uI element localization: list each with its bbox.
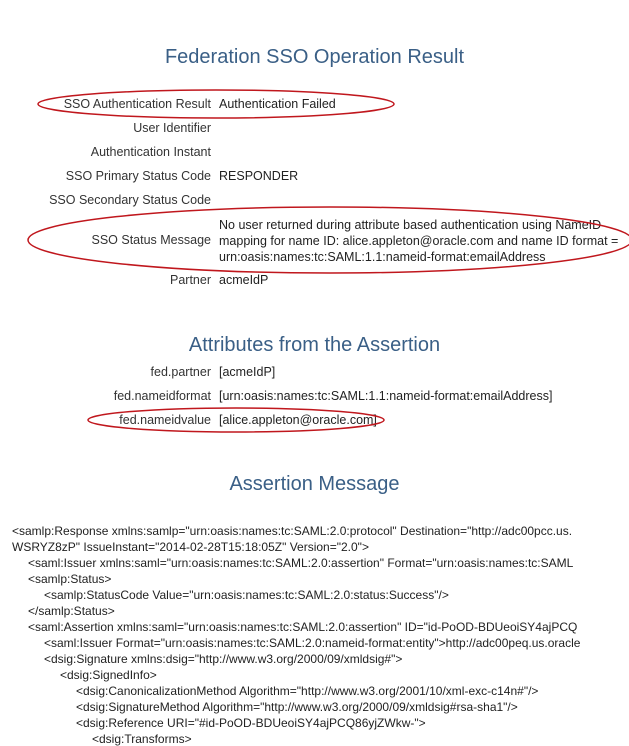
xml-line: <dsig:SignatureMethod Algorithm="http://www.w3.org/2000/09/xmldsig#rsa-sha1"/>	[76, 700, 518, 714]
auth-instant-label: Authentication Instant	[90, 145, 211, 159]
operation-result-title: Federation SSO Operation Result	[164, 46, 465, 68]
xml-line: </samlp:Status>	[28, 604, 115, 618]
xml-line: <saml:Assertion xmlns:saml="urn:oasis:names:tc:SAML:2.0:assertion" ID="id-PoOD-BDUeoiSY4ajPCQ	[28, 620, 578, 634]
fed-nameidvalue-value: [alice.appleton@oracle.com]	[219, 413, 377, 427]
xml-line: <samlp:StatusCode Value="urn:oasis:names:tc:SAML:2.0:status:Success"/>	[44, 588, 449, 602]
primary-status-value: RESPONDER	[219, 169, 299, 183]
status-message-line: urn:oasis:names:tc:SAML:1.1:nameid-format:emailAddress	[219, 250, 546, 264]
fed-partner-label: fed.partner	[150, 365, 211, 379]
fed-nameidformat-label: fed.nameidformat	[113, 389, 211, 403]
partner-label: Partner	[170, 273, 211, 287]
assertion-title: Assertion Message	[229, 473, 400, 495]
fed-nameidformat-value: [urn:oasis:names:tc:SAML:1.1:nameid-format:emailAddress]	[219, 389, 553, 403]
status-message-line: No user returned during attribute based authentication using NameID	[219, 218, 602, 232]
xml-line: WSRYZ8zP" IssueInstant="2014-02-28T15:18:05Z" Version="2.0">	[12, 540, 369, 554]
status-message-label: SSO Status Message	[91, 233, 211, 247]
xml-line: <dsig:SignedInfo>	[60, 668, 157, 682]
xml-line: <samlp:Status>	[28, 572, 112, 586]
xml-line: <saml:Issuer xmlns:saml="urn:oasis:names:tc:SAML:2.0:assertion" Format="urn:oasis:names:tc:SAML	[28, 556, 574, 570]
primary-status-label: SSO Primary Status Code	[65, 169, 211, 183]
fed-nameidvalue-label: fed.nameidvalue	[119, 413, 211, 427]
xml-line: <samlp:Response xmlns:samlp="urn:oasis:names:tc:SAML:2.0:protocol" Destination="http://adc00pcc.us.	[12, 524, 573, 538]
sso-auth-result-value: Authentication Failed	[219, 97, 336, 111]
xml-line: <dsig:Signature xmlns:dsig="http://www.w3.org/2000/09/xmldsig#">	[44, 652, 403, 666]
secondary-status-label: SSO Secondary Status Code	[49, 193, 211, 207]
xml-line: <saml:Issuer Format="urn:oasis:names:tc:SAML:2.0:nameid-format:entity">http://adc00peq.us.oracle	[44, 636, 581, 650]
partner-value: acmeIdP	[219, 273, 269, 287]
fed-partner-value: [acmeIdP]	[219, 365, 276, 379]
user-identifier-label: User Identifier	[133, 121, 211, 135]
xml-line: <dsig:CanonicalizationMethod Algorithm="http://www.w3.org/2001/10/xml-exc-c14n#"/>	[76, 684, 539, 698]
status-message-value	[219, 217, 618, 265]
xml-line: <dsig:Transforms>	[92, 732, 192, 746]
attributes-title: Attributes from the Assertion	[188, 334, 441, 356]
sso-auth-result-label: SSO Authentication Result	[63, 97, 211, 111]
status-message-line: mapping for name ID: alice.appleton@oracle.com and name ID format =	[219, 234, 619, 248]
xml-line: <dsig:Reference URI="#id-PoOD-BDUeoiSY4ajPCQ86yjZWkw-">	[76, 716, 426, 730]
